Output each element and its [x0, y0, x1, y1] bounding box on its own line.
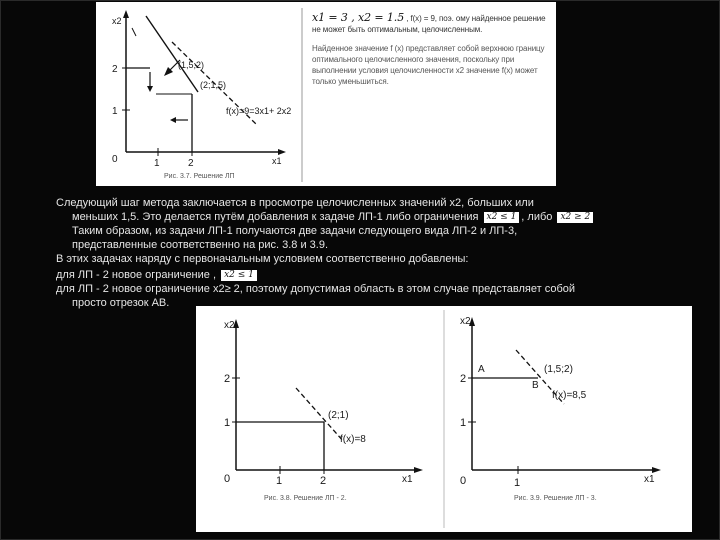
paragraph-4-line-1: для ЛП - 2 новое ограничение x2≥ 2, поэтому допустимая область в этом случае представляет собой — [56, 283, 576, 295]
lp3-tick-y-2: 2 — [460, 373, 467, 385]
lp2-axis-y: x2 — [224, 320, 235, 331]
paragraph-1-line-2 — [56, 210, 696, 224]
inequality-x2-le-1: x2 ≤ 1 — [484, 212, 520, 223]
lp2-objective-label: f(x)=8 — [340, 434, 366, 445]
lp3-point-b: B — [532, 380, 539, 391]
paragraph-1-line-4: представленные соответственно на рис. 3.8 и 3.9. — [72, 239, 329, 251]
lp2-caption: Рис. 3.8. Решение ЛП - 2. — [264, 495, 347, 502]
lp3-point-a: A — [478, 364, 485, 375]
lp3-objective-label: f(x)=8,5 — [552, 390, 587, 401]
p1-text-c: , либо — [521, 211, 553, 223]
point-a-label: (1,5;2) — [178, 60, 205, 70]
side-equation: x1 = 3 , x2 = 1.5 — [312, 11, 405, 24]
inequality-x2-ge-2: x2 ≥ 2 — [557, 212, 593, 223]
figure-lp1 — [96, 2, 556, 186]
paragraph-1-line-3: Таким образом, из задачи ЛП-1 получаются две задачи следующего вида ЛП-2 и ЛП-3, — [72, 225, 518, 237]
point-b-label: (2;1,5) — [200, 80, 227, 90]
paragraph-2: В этих задачах наряду с первоначальным условием соответственно добавлены: — [56, 253, 469, 265]
paragraph-4-line-2: просто отрезок АВ. — [72, 297, 170, 309]
lp3-tick-x-0: 0 — [460, 475, 467, 487]
lp3-axis-x: x1 — [644, 474, 655, 485]
tick-y-2: 2 — [112, 64, 118, 75]
tick-y-1: 1 — [112, 106, 118, 117]
lp2-axis-x: x1 — [402, 474, 413, 485]
lp2-tick-x-0: 0 — [224, 473, 231, 485]
graphs-lp2-lp3 — [196, 306, 692, 532]
lp2-tick-x-2: 2 — [320, 475, 327, 487]
axis-x-label: x1 — [272, 156, 282, 166]
tick-x-0: 0 — [112, 154, 118, 165]
lp3-tick-x-1: 1 — [514, 477, 521, 489]
lp2-tick-y-1: 1 — [224, 417, 231, 429]
lp2-tick-x-1: 1 — [276, 475, 283, 487]
figures-lp2-lp3 — [196, 306, 692, 532]
lp3-caption: Рис. 3.9. Решение ЛП - 3. — [514, 495, 597, 502]
axis-y-label: x2 — [112, 16, 122, 26]
paragraph-3 — [56, 268, 696, 282]
lp3-axis-y: x2 — [460, 316, 471, 327]
inequality-lp2: x2 ≤ 1 — [221, 270, 257, 281]
side-text-1: , f(x) = 9, поэ. ому найденное решение не может быть оптимальным, целочисленным. — [312, 14, 546, 34]
tick-x-2: 2 — [188, 158, 194, 169]
figure-caption: Рис. 3.7. Решение ЛП — [164, 173, 235, 180]
p1-text-b: меньших 1,5. Это делается путём добавления к задаче ЛП-1 либо ограничения — [72, 211, 479, 223]
body-text — [56, 196, 696, 310]
objective-label: f(x)=9=3x1+ 2x2 — [226, 106, 292, 116]
lp2-point-label: (2;1) — [328, 410, 349, 421]
p3-text: для ЛП - 2 новое ограничение , — [56, 269, 217, 281]
side-text-2: Найденное значение f (x) представляет собой верхнюю границу оптимального целочисленного значения, поскольку при выполнении условия целочисленности x2 значение f(x) может только уменьшиться. — [312, 44, 545, 86]
lp3-tick-y-1: 1 — [460, 417, 467, 429]
tick-x-1: 1 — [154, 158, 160, 169]
lp2-tick-y-2: 2 — [224, 373, 231, 385]
paragraph-1-line-1: Следующий шаг метода заключается в просмотре целочисленных значений x2, больших или — [56, 197, 534, 209]
figure-side-text — [312, 12, 552, 95]
lp3-point-label: (1,5;2) — [544, 364, 573, 375]
